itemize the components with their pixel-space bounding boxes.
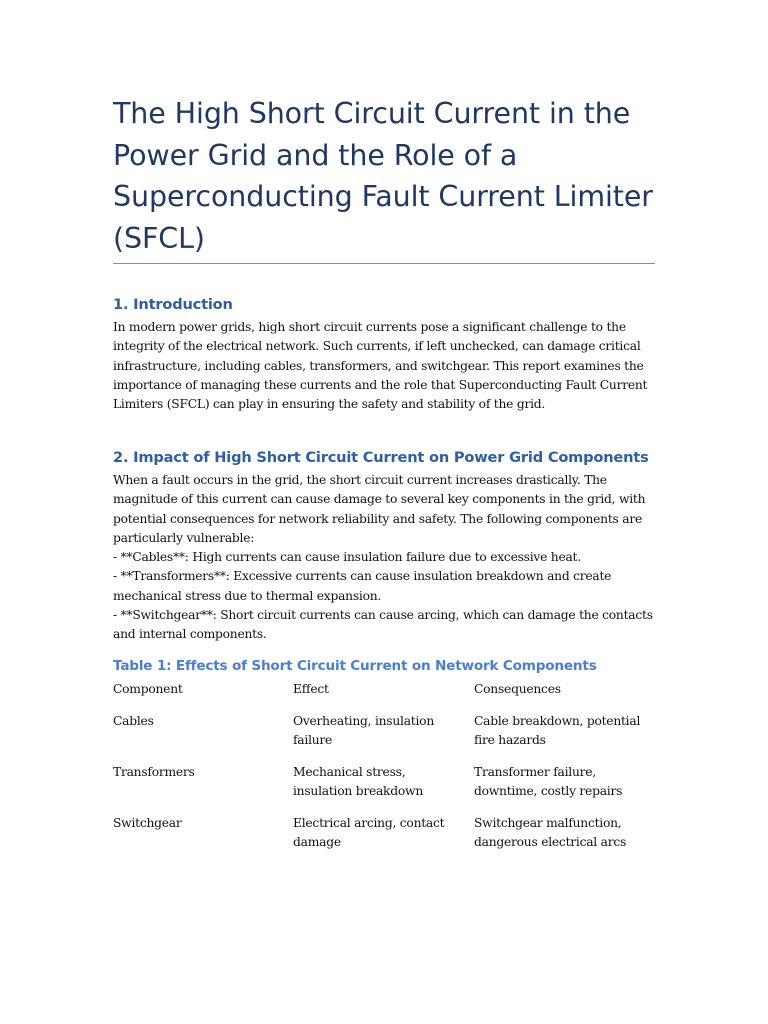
table-cell: [293, 712, 463, 750]
cell-line: Cable breakdown, potential: [474, 714, 641, 728]
table-cell: [474, 712, 655, 750]
document-title: [113, 93, 655, 259]
body-line: Limiters (SFCL) can play in ensuring the safety and stability of the grid.: [113, 397, 546, 412]
body-line: infrastructure, including cables, transformers, and switchgear. This report examines the: [113, 358, 644, 373]
list-item-transformers: - **Transformers**: Excessive currents can cause insulation breakdown and create: [113, 569, 612, 584]
table-header-row: [113, 680, 655, 712]
section-body-impact: [113, 471, 655, 645]
cell-line: downtime, costly repairs: [474, 784, 623, 798]
table-cell: [113, 712, 283, 731]
cell-line: Mechanical stress,: [293, 765, 406, 779]
table-cell: [293, 814, 463, 852]
table-cell: [474, 763, 655, 801]
cell-line: insulation breakdown: [293, 784, 423, 798]
body-line: magnitude of this current can cause damage to several key components in the grid, with: [113, 492, 646, 507]
table-header-cell: Effect: [293, 682, 329, 696]
table-row: [113, 763, 655, 814]
title-line: Power Grid and the Role of a: [113, 138, 518, 172]
table-row: [113, 712, 655, 763]
cell-line: Cables: [113, 714, 154, 728]
table-cell: [293, 763, 463, 801]
effects-table: [113, 680, 655, 865]
table-cell: [113, 814, 283, 833]
table-cell: [113, 763, 283, 782]
table-header-cell: Component: [113, 682, 183, 696]
title-divider: [113, 263, 655, 264]
body-line: potential consequences for network reliability and safety. The following components are: [113, 511, 643, 526]
cell-line: Switchgear malfunction,: [474, 816, 622, 830]
body-line: importance of managing these currents and the role that Superconducting Fault Current: [113, 377, 648, 392]
table-caption: Table 1: Effects of Short Circuit Current on Network Components: [113, 658, 597, 674]
body-line: When a fault occurs in the grid, the short circuit current increases drastically. The: [113, 473, 607, 487]
cell-line: Transformers: [113, 765, 195, 779]
section-heading-impact: 2. Impact of High Short Circuit Current on Power Grid Components: [113, 449, 649, 466]
cell-line: Overheating, insulation: [293, 714, 434, 728]
cell-line: dangerous electrical arcs: [474, 835, 627, 849]
body-line: particularly vulnerable:: [113, 530, 255, 545]
body-line: In modern power grids, high short circuit currents pose a significant challenge to the: [113, 320, 626, 334]
cell-line: damage: [293, 835, 341, 849]
cell-line: Switchgear: [113, 816, 182, 830]
body-line: and internal components.: [113, 627, 267, 642]
list-item-switchgear: - **Switchgear**: Short circuit currents can cause arcing, which can damage the contacts: [113, 608, 653, 623]
section-heading-introduction: 1. Introduction: [113, 296, 233, 313]
table-row: [113, 814, 655, 865]
section-body-introduction: [113, 318, 655, 414]
body-line: mechanical stress due to thermal expansion.: [113, 588, 382, 603]
cell-line: failure: [293, 733, 333, 747]
table-cell: [474, 814, 655, 852]
cell-line: fire hazards: [474, 733, 546, 747]
title-line: Superconducting Fault Current Limiter: [113, 180, 653, 213]
title-line: (SFCL): [113, 221, 205, 255]
list-item-cables: - **Cables**: High currents can cause insulation failure due to excessive heat.: [113, 550, 581, 565]
cell-line: Electrical arcing, contact: [293, 816, 445, 830]
cell-line: Transformer failure,: [474, 765, 596, 779]
table-header-cell: Consequences: [474, 682, 561, 696]
body-line: integrity of the electrical network. Such currents, if left unchecked, can damage critical: [113, 339, 641, 354]
title-line: The High Short Circuit Current in the: [113, 97, 631, 130]
